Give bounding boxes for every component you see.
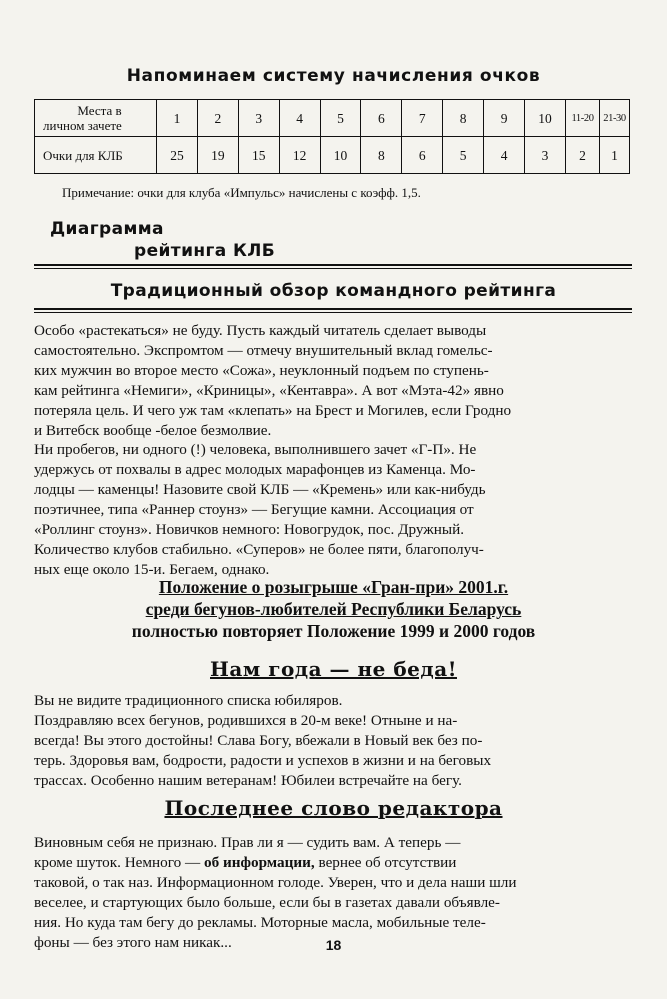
text-line: Виновным себя не признаю. Прав ли я — судить вам. А теперь — <box>34 834 461 851</box>
text-line: Количество клубов стабильно. «Суперов» не более пяти, благополуч- <box>34 540 484 558</box>
text-line: потеряла цель. И чего уж там «клепать» на Брест и Могилев, если Гродно <box>34 401 512 419</box>
points-cell: 5 <box>443 137 484 174</box>
text-line <box>34 853 634 873</box>
divider-line <box>34 308 632 310</box>
points-cell: 10 <box>320 137 361 174</box>
points-cell: 8 <box>361 137 402 174</box>
text-fragment: кроме шуток. Немного — <box>34 853 204 871</box>
place-cell: 10 <box>525 100 566 137</box>
points-note: Примечание: очки для клуба «Импульс» начислены с коэфф. 1,5. <box>62 185 421 200</box>
place-cell: 21-30 <box>600 100 630 137</box>
place-cell: 2 <box>197 100 238 137</box>
place-cell: 5 <box>320 100 361 137</box>
text-line: кам рейтинга «Немиги», «Криницы», «Кентавра». А вот «Мэта-42» явно <box>34 381 504 399</box>
text-line: ных еще около 15-и. Бегаем, однако. <box>34 560 270 578</box>
text-line: удержусь от похвалы в адрес молодых марафонцев из Каменца. Мо- <box>34 461 476 479</box>
anniversary-title: Нам года — не беда! <box>210 657 457 681</box>
text-line: всегда! Вы этого достойны! Слава Богу, вбежали в Новый век без по- <box>34 731 483 749</box>
table-row-places <box>35 100 630 137</box>
diagram-title-line1: Диаграмма <box>50 219 164 239</box>
rules-line1: Положение о розыгрыше «Гран-при» 2001.г. <box>158 577 509 597</box>
places-header-cell <box>35 100 157 137</box>
points-table <box>34 99 630 174</box>
divider-line <box>34 312 632 313</box>
text-line: ких мужчин во второе место «Сожа», неуклонный подъем по ступень- <box>34 361 489 379</box>
places-header-line2: личном зачете <box>43 118 122 133</box>
points-cell: 19 <box>197 137 238 174</box>
place-cell: 11-20 <box>566 100 600 137</box>
diagram-title-line2: рейтинга КЛБ <box>134 241 276 261</box>
points-header-cell: Очки для КЛБ <box>35 137 157 174</box>
overview-title: Традиционный обзор командного рейтинга <box>110 281 557 301</box>
diagram-title <box>50 218 275 262</box>
points-cell: 3 <box>525 137 566 174</box>
text-line: веселее, и стартующих было больше, если бы в газетах давали объявле- <box>34 893 500 911</box>
text-line: фоны — без этого нам никак... <box>34 933 232 951</box>
text-line: «Роллинг стоунз». Новичков немного: Новогрудок, пос. Дружный. <box>34 521 465 539</box>
place-cell: 8 <box>443 100 484 137</box>
text-line: Особо «растекаться» не буду. Пусть каждый читатель сделает выводы <box>34 322 487 339</box>
text-line: поэтичнее, типа «Раннер стоунз» — Бегущие камни. Ассоциация от <box>34 501 474 519</box>
grand-prix-rules-heading <box>0 576 667 642</box>
points-cell: 2 <box>566 137 600 174</box>
page-number: 18 <box>325 937 342 953</box>
place-cell: 9 <box>484 100 525 137</box>
editor-body <box>34 833 634 952</box>
rules-line2: среди бегунов-любителей Республики Беларусь <box>145 599 522 619</box>
text-line: Вы не видите традиционного списка юбиляров. <box>34 692 343 709</box>
table-row-points <box>35 137 630 174</box>
text-line: ния. Но куда там бегу до рекламы. Моторные масла, мобильные теле- <box>34 913 486 931</box>
place-cell: 4 <box>279 100 320 137</box>
text-line: трассах. Особенно нашим ветеранам! Юбилеи встречайте на бегу. <box>34 771 462 789</box>
rules-line3: полностью повторяет Положение 1999 и 2000 годов <box>131 621 536 641</box>
text-line: Поздравляю всех бегунов, родившихся в 20-м веке! Отныне и на- <box>34 711 458 729</box>
text-fragment: вернее об отсутствии <box>314 853 457 871</box>
anniversary-body <box>34 691 634 791</box>
places-header-line1: Места в <box>77 103 122 118</box>
points-cell: 25 <box>157 137 198 174</box>
divider-line <box>34 268 632 269</box>
place-cell: 3 <box>238 100 279 137</box>
points-cell: 6 <box>402 137 443 174</box>
editor-title: Последнее слово редактора <box>164 796 503 820</box>
text-line: самостоятельно. Экспромтом — отмечу внушительный вклад гомельс- <box>34 341 493 359</box>
overview-body <box>34 321 634 580</box>
points-cell: 4 <box>484 137 525 174</box>
text-line: терь. Здоровья вам, бодрости, радости и успехов в жизни и на беговых <box>34 751 492 769</box>
text-line: таковой, о так наз. Информационном голоде. Уверен, что и дела наши шли <box>34 873 517 891</box>
place-cell: 6 <box>361 100 402 137</box>
divider-line <box>34 264 632 266</box>
text-line: Ни пробегов, ни одного (!) человека, выполнившего зачет «Г-П». Не <box>34 441 477 459</box>
place-cell: 1 <box>157 100 198 137</box>
points-system-title: Напоминаем систему начисления очков <box>126 66 541 86</box>
place-cell: 7 <box>402 100 443 137</box>
text-line: лодцы — каменцы! Назовите свой КЛБ — «Кремень» или как-нибудь <box>34 481 486 499</box>
points-cell: 12 <box>279 137 320 174</box>
bold-phrase: об информации, <box>203 853 315 871</box>
text-line: и Витебск вообще -белое безмолвие. <box>34 421 272 439</box>
points-cell: 1 <box>600 137 630 174</box>
points-cell: 15 <box>238 137 279 174</box>
